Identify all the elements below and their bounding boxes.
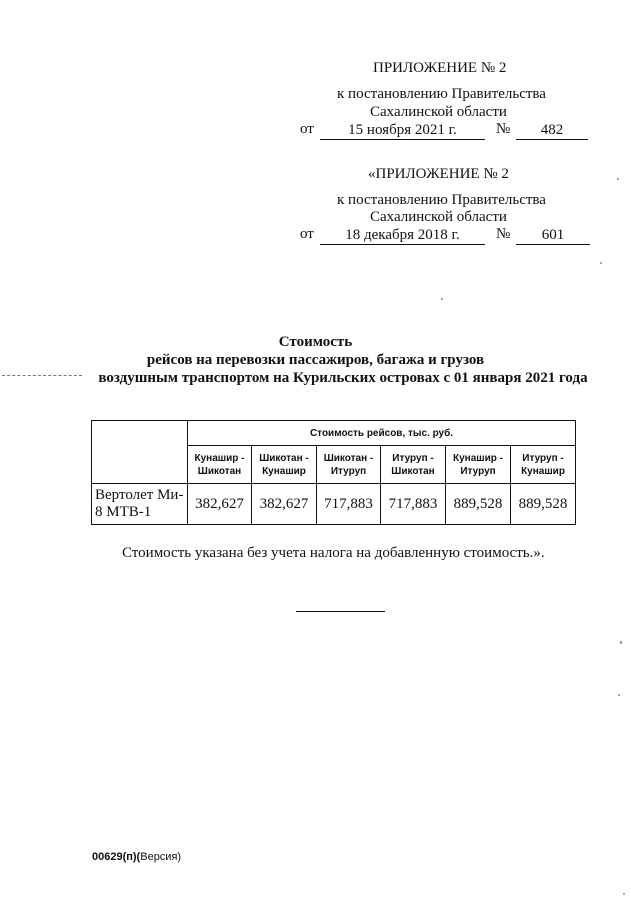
route-header: Итуруп - Кунашир <box>511 446 576 484</box>
table-corner-cell <box>92 421 188 484</box>
resolution-date: 18 декабря 2018 г. <box>320 226 485 245</box>
appendix-current-title: ПРИЛОЖЕНИЕ № 2 <box>373 60 507 76</box>
scan-artifact <box>2 375 82 376</box>
from-label: от <box>300 121 314 137</box>
aircraft-name-cell: Вертолет Ми- 8 МТВ-1 <box>92 484 188 525</box>
resolution-number: 601 <box>516 226 590 245</box>
route-header: Кунашир - Шикотан <box>188 446 252 484</box>
number-label: № <box>496 121 511 137</box>
route-header: Кунашир - Итуруп <box>446 446 511 484</box>
resolution-number: 482 <box>516 121 588 140</box>
table-row <box>92 484 576 525</box>
scan-artifact <box>441 298 443 300</box>
cost-cell: 889,528 <box>446 484 511 525</box>
table-group-header: Стоимость рейсов, тыс. руб. <box>188 421 576 446</box>
appendix-original-registration <box>0 226 631 246</box>
appendix-current-line1: к постановлению Правительства <box>337 86 546 102</box>
document-title-line2: рейсов на перевозки пассажиров, багажа и грузов <box>146 352 485 368</box>
appendix-original-line1: к постановлению Правительства <box>337 192 546 208</box>
route-header: Шикотан - Кунашир <box>252 446 317 484</box>
cost-cell: 717,883 <box>381 484 446 525</box>
appendix-current-line2: Сахалинской области <box>370 104 507 120</box>
route-header: Итуруп - Шикотан <box>381 446 446 484</box>
document-title-line1: Стоимость <box>278 334 353 350</box>
from-label: от <box>300 226 314 242</box>
scan-artifact <box>600 262 602 264</box>
number-label: № <box>496 226 511 242</box>
cost-cell: 382,627 <box>252 484 317 525</box>
appendix-original-line2: Сахалинской области <box>370 209 507 225</box>
scan-artifact <box>617 178 619 180</box>
closing-rule <box>296 611 385 612</box>
appendix-current-registration <box>0 121 631 141</box>
vat-note: Стоимость указана без учета налога на добавленную стоимость.». <box>122 545 545 561</box>
document-code-version: Версия) <box>140 851 182 863</box>
cost-table <box>91 420 576 525</box>
resolution-date: 15 ноября 2021 г. <box>320 121 485 140</box>
scan-artifact <box>620 641 622 644</box>
cost-cell: 717,883 <box>317 484 381 525</box>
cost-cell: 889,528 <box>511 484 576 525</box>
document-code-number: 00629(п)( <box>92 851 141 863</box>
appendix-original-title: «ПРИЛОЖЕНИЕ № 2 <box>368 166 509 182</box>
cost-cell: 382,627 <box>188 484 252 525</box>
scan-artifact <box>618 694 620 696</box>
document-code <box>92 851 181 863</box>
document-title-line3: воздушным транспортом на Курильских островах с 01 января 2021 года <box>98 370 588 386</box>
table-header-row-group <box>92 421 576 446</box>
route-header: Шикотан - Итуруп <box>317 446 381 484</box>
scan-artifact <box>623 893 625 895</box>
